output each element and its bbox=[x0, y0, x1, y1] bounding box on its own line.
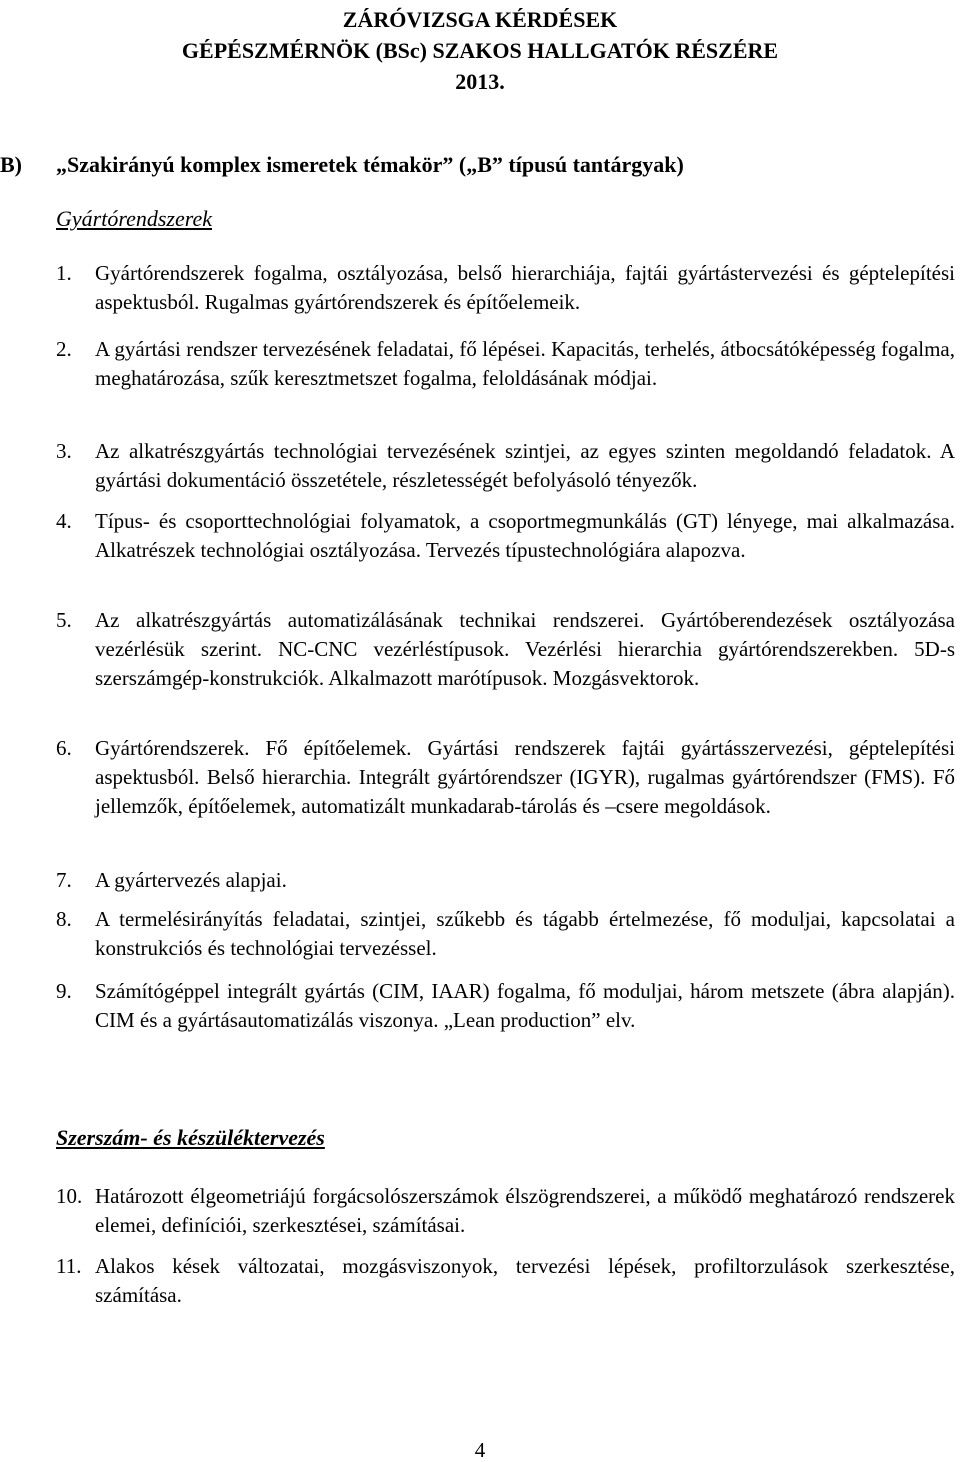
list-item bbox=[56, 1182, 955, 1240]
document-header bbox=[0, 4, 960, 97]
item-number: 2. bbox=[56, 337, 72, 361]
header-year: 2013. bbox=[455, 69, 505, 94]
item-number: 9. bbox=[56, 979, 72, 1003]
item-number: 1. bbox=[56, 261, 72, 285]
subject-heading: Szerszám- és készüléktervezés bbox=[56, 1125, 325, 1150]
page-number: 4 bbox=[474, 1438, 486, 1462]
section-letter: B) bbox=[0, 152, 22, 177]
item-number: 10. bbox=[56, 1184, 83, 1208]
item-text: Típus- és csoporttechnológiai folyamatok, a csoportmegmunkálás (GT) lényege, mai alkalmazása. Alkatrészek technológiai osztályozása. Tervezés típustechnológiára alapozva. bbox=[95, 509, 955, 562]
section-heading bbox=[0, 151, 684, 179]
item-number: 7. bbox=[56, 868, 72, 892]
item-number: 8. bbox=[56, 907, 72, 931]
list-item bbox=[56, 437, 955, 495]
item-text: Határozott élgeometriájú forgácsolószerszámok élszögrendszerei, a működő meghatározó rendszerek elemei, definíciói, szerkesztései, számításai. bbox=[95, 1184, 955, 1237]
list-item bbox=[56, 507, 955, 565]
list-item bbox=[56, 734, 955, 821]
section-title: „Szakirányú komplex ismeretek témakör” („B” típusú tantárgyak) bbox=[56, 152, 684, 177]
list-item bbox=[56, 606, 955, 693]
item-number: 11. bbox=[56, 1254, 82, 1278]
list-item bbox=[56, 335, 955, 393]
item-text: Alakos kések változatai, mozgásviszonyok, tervezési lépések, profiltorzulások szerkesztése, számítása. bbox=[95, 1254, 955, 1307]
header-title: ZÁRÓVIZSGA KÉRDÉSEK bbox=[342, 7, 618, 32]
list-item bbox=[56, 259, 955, 317]
item-text: Az alkatrészgyártás technológiai tervezésének szintjei, az egyes szinten megoldandó feladatok. A gyártási dokumentáció összetétele, részletességét befolyásoló tényezők. bbox=[95, 439, 955, 492]
item-number: 4. bbox=[56, 509, 72, 533]
item-text: Számítógéppel integrált gyártás (CIM, IAAR) fogalma, fő moduljai, három metszete (ábra alapján). CIM és a gyártásautomatizálás viszonya. „Lean production” elv. bbox=[95, 979, 955, 1032]
item-text: A gyártervezés alapjai. bbox=[95, 868, 287, 892]
item-text: Az alkatrészgyártás automatizálásának technikai rendszerei. Gyártóberendezések osztályozása vezérlésük szerint. NC-CNC vezérléstípusok. Vezérlési hierarchia gyártórendszerekben. 5D-s szerszámgép-konstrukciók. Alkalmazott marótípusok. Mozgásvektorok. bbox=[95, 608, 955, 690]
item-text: Gyártórendszerek fogalma, osztályozása, belső hierarchiája, fajtái gyártástervezési és géptelepítési aspektusból. Rugalmas gyártórendszerek és építőelemeik. bbox=[95, 261, 955, 314]
list-item bbox=[56, 905, 955, 963]
item-number: 5. bbox=[56, 608, 72, 632]
item-text: A termelésirányítás feladatai, szintjei, szűkebb és tágabb értelmezése, fő moduljai, kapcsolatai a konstrukciós és technológiai tervezéssel. bbox=[95, 907, 955, 960]
item-number: 3. bbox=[56, 439, 72, 463]
item-text: Gyártórendszerek. Fő építőelemek. Gyártási rendszerek fajtái gyártásszervezési, géptelepítési aspektusból. Belső hierarchia. Integrált gyártórendszer (IGYR), rugalmas gyártórendszer (FMS). Fő jellemzők, építőelemek, automatizált munkadarab-tárolás és –csere megoldások. bbox=[95, 736, 955, 818]
subject-heading: Gyártórendszerek bbox=[56, 206, 212, 231]
header-subtitle: GÉPÉSZMÉRNÖK (BSc) SZAKOS HALLGATÓK RÉSZÉRE bbox=[181, 38, 779, 63]
list-item bbox=[56, 866, 955, 895]
list-item bbox=[56, 977, 955, 1035]
item-text: A gyártási rendszer tervezésének feladatai, fő lépései. Kapacitás, terhelés, átbocsátóképesség fogalma, meghatározása, szűk keresztmetszet fogalma, feloldásának módjai. bbox=[95, 337, 955, 390]
item-number: 6. bbox=[56, 736, 72, 760]
list-item bbox=[56, 1252, 955, 1310]
